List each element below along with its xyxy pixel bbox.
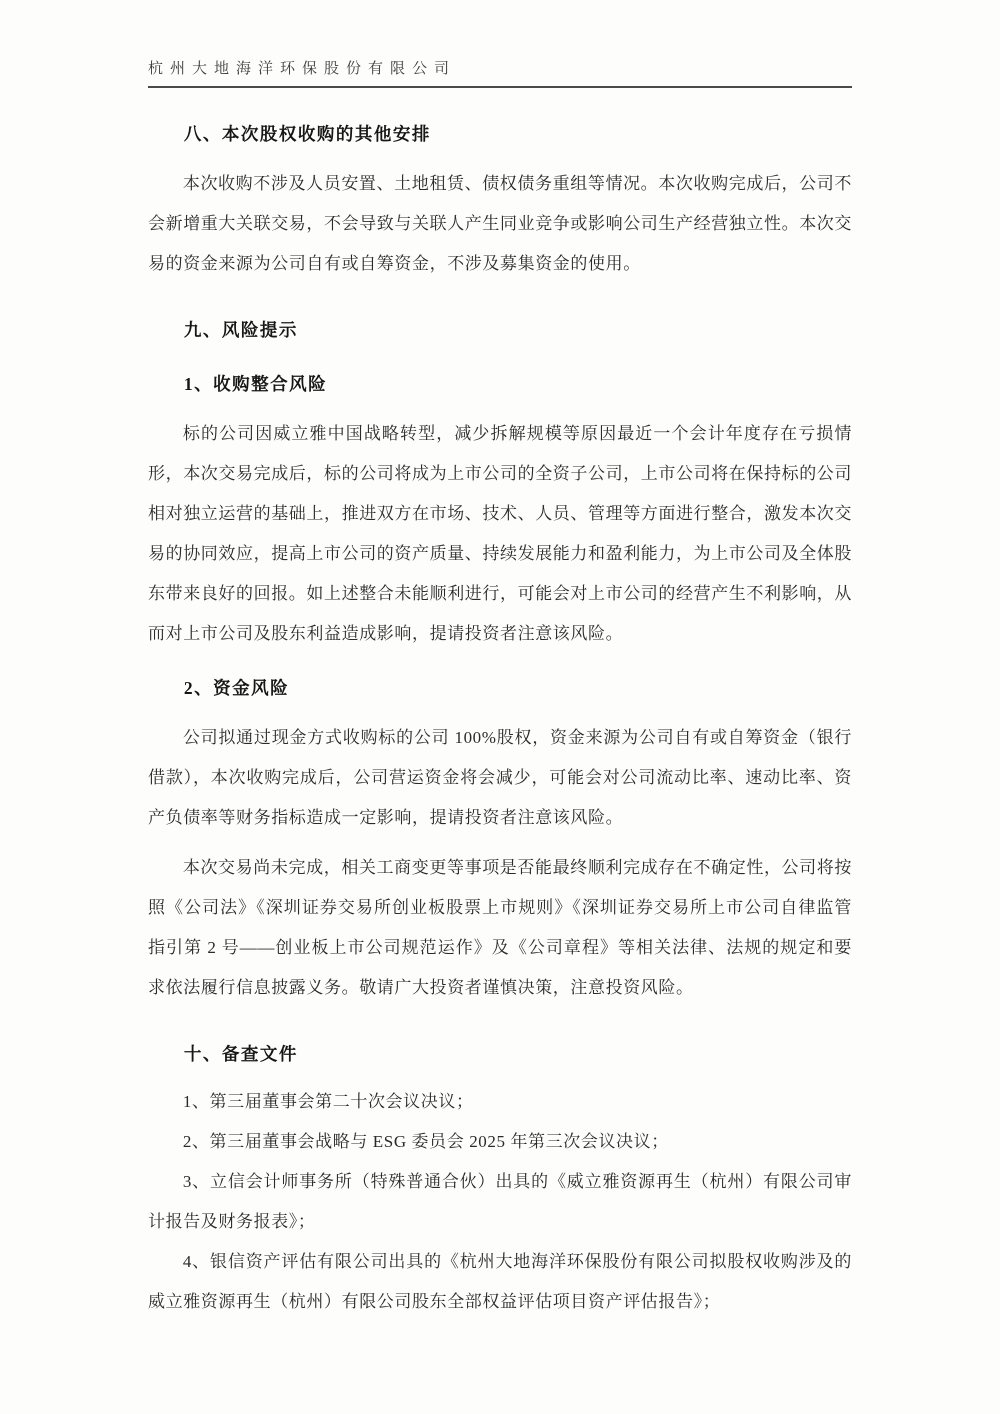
section-heading-risk-notice: 九、风险提示	[183, 320, 298, 340]
list-item-audit-report: 3、立信会计师事务所（特殊普通合伙）出具的《威立雅资源再生（杭州）有限公司审计报告及财务报表》；	[148, 1172, 852, 1231]
section-heading-reference-documents: 十、备查文件	[183, 1044, 298, 1064]
paragraph-capital-risk: 公司拟通过现金方式收购标的公司 100%股权，资金来源为公司自有或自筹资金（银行借款），本次收购完成后，公司营运资金将会减少，可能会对公司流动比率、速动比率、资产负债率等财务指标造成一定影响，提请投资者注意该风险。	[148, 728, 852, 827]
page-header-company-name: 杭州大地海洋环保股份有限公司	[148, 58, 852, 88]
section-heading-other-arrangements: 八、本次股权收购的其他安排	[183, 124, 431, 144]
subheading-integration-risk: 1、收购整合风险	[183, 374, 328, 394]
paragraph-completion-uncertainty-disclosure: 本次交易尚未完成，相关工商变更等事项是否能最终顺利完成存在不确定性，公司将按照《公司法》《深圳证券交易所创业板股票上市规则》《深圳证券交易所上市公司自律监管指引第 2 号——创业板上市公司规范运作》及《公司章程》等相关法律、法规的规定和要求依法履行信息披露义务。敬请广大投资者谨慎决策，注意投资风险。	[148, 858, 852, 997]
subheading-capital-risk: 2、资金风险	[183, 678, 290, 698]
list-item-asset-valuation-report: 4、银信资产评估有限公司出具的《杭州大地海洋环保股份有限公司拟股权收购涉及的威立雅资源再生（杭州）有限公司股东全部权益评估项目资产评估报告》；	[148, 1252, 852, 1311]
paragraph-integration-risk: 标的公司因威立雅中国战略转型，减少拆解规模等原因最近一个会计年度存在亏损情形，本次交易完成后，标的公司将成为上市公司的全资子公司，上市公司将在保持标的公司相对独立运营的基础上，推进双方在市场、技术、人员、管理等方面进行整合，激发本次交易的协同效应，提高上市公司的资产质量、持续发展能力和盈利能力，为上市公司及全体股东带来良好的回报。如上述整合未能顺利进行，可能会对上市公司的经营产生不利影响，从而对上市公司及股东利益造成影响，提请投资者注意该风险。	[148, 424, 852, 643]
list-item-esg-committee-resolution: 2、第三届董事会战略与 ESG 委员会 2025 年第三次会议决议；	[182, 1132, 669, 1151]
paragraph-other-arrangements: 本次收购不涉及人员安置、土地租赁、债权债务重组等情况。本次收购完成后，公司不会新增重大关联交易，不会导致与关联人产生同业竞争或影响公司生产经营独立性。本次交易的资金来源为公司自有或自筹资金，不涉及募集资金的使用。	[148, 174, 852, 273]
list-item-board-resolution: 1、第三届董事会第二十次会议决议；	[182, 1092, 474, 1111]
